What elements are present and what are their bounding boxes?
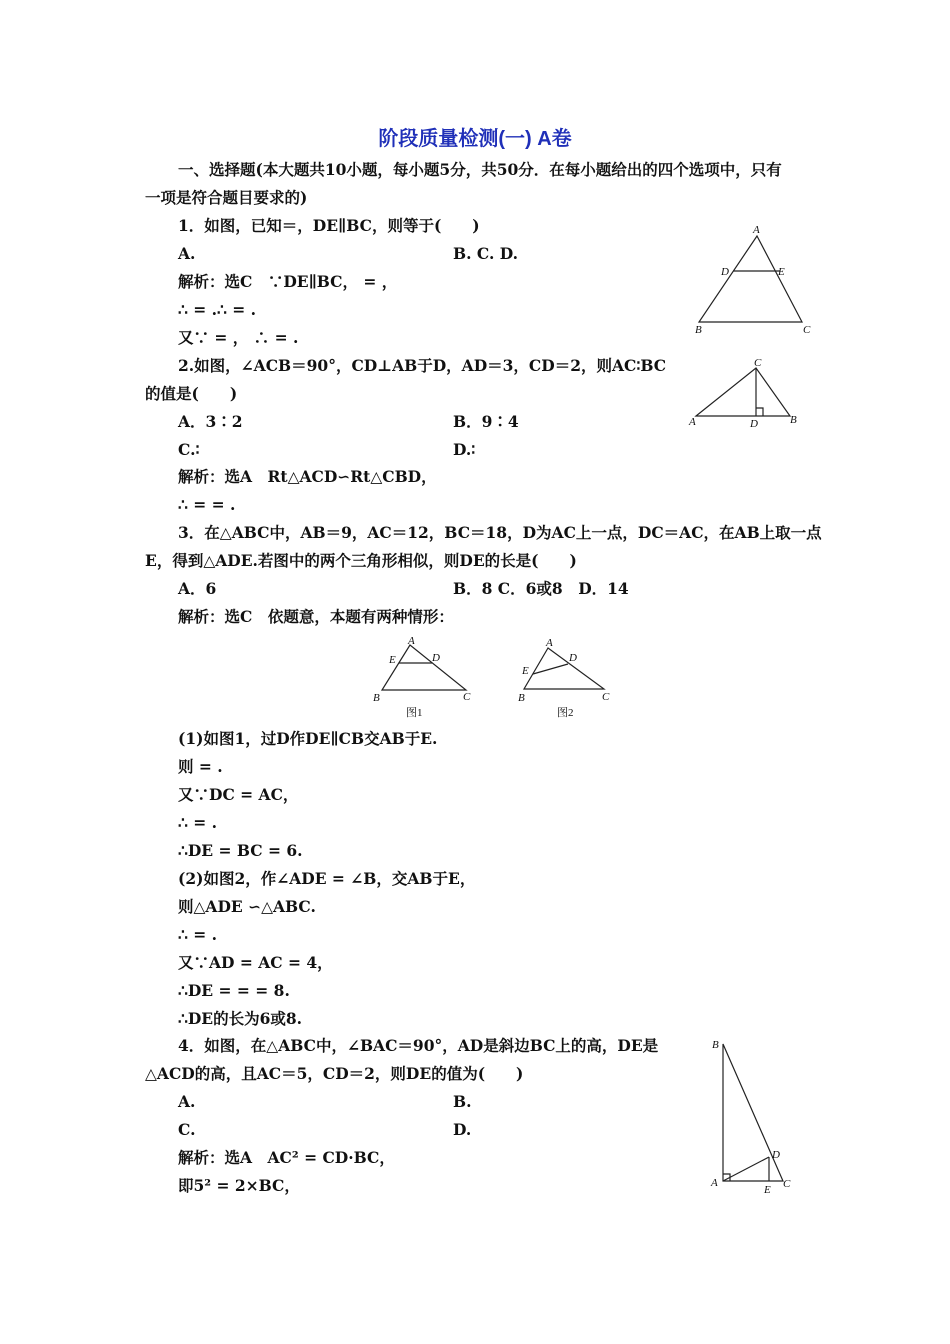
label-c: C (602, 691, 610, 703)
label-e: E (389, 654, 396, 666)
q1-solution-3: 又∵ = ， ∴ = . (178, 328, 299, 347)
q3-step: 则△ADE ∽△ABC. (178, 897, 316, 916)
label-d: D (569, 652, 577, 664)
label-d: D (750, 418, 758, 430)
q3-figure-2 (512, 634, 622, 722)
q1-option-a: A. (178, 244, 196, 263)
label-a: A (711, 1177, 718, 1189)
label-c: C (783, 1178, 791, 1190)
q4-stem: 4．如图，在△ABC中，∠BAC＝90°，AD是斜边BC上的高，DE是 (178, 1036, 659, 1055)
q4-solution-2: 即5² = 2×BC， (178, 1176, 300, 1195)
label-e: E (522, 665, 529, 677)
label-a: A (546, 637, 553, 649)
q1-solution-2: ∴ = .∴ = . (178, 300, 257, 319)
triangle-abc (524, 648, 604, 689)
label-e: E (764, 1184, 771, 1196)
q3-stem-cont: E，得到△ADE.若图中的两个三角形相似，则DE的长是( ) (145, 551, 577, 570)
figure-1-caption: 图1 (406, 707, 423, 719)
q4-option-b: B. (453, 1092, 472, 1111)
q3-solution-1: 解析：选C 依题意，本题有两种情形： (178, 607, 454, 626)
q4-solution-1: 解析：选A AC² = CD·BC， (178, 1148, 395, 1167)
label-a: A (753, 224, 760, 236)
label-e: E (778, 266, 785, 278)
q3-step: 则 = . (178, 757, 223, 776)
label-a: A (689, 416, 696, 428)
q3-step: ∴ = . (178, 813, 218, 832)
q2-option-a: A．3∶2 (178, 412, 243, 431)
q3-step: ∴DE = BC = 6. (178, 841, 303, 860)
figure-2-caption: 图2 (557, 707, 574, 719)
q3-option-bcd: B．8 C．6或8 D．14 (453, 579, 629, 598)
q2-stem-cont: 的值是( ) (145, 384, 238, 403)
q2-option-d: D.∶ (453, 440, 476, 459)
q3-case2: (2)如图2，作∠ADE = ∠B，交AB于E， (178, 869, 476, 888)
q3-option-a: A．6 (178, 579, 217, 598)
label-b: B (373, 692, 380, 704)
q3-conclusion: ∴DE的长为6或8. (178, 1009, 303, 1028)
right-angle-mark (756, 408, 763, 416)
triangle-acb (696, 368, 790, 416)
label-a: A (408, 635, 415, 647)
q3-step: ∴DE = = = 8. (178, 981, 290, 1000)
label-b: B (712, 1039, 719, 1051)
q4-option-c: C. (178, 1120, 196, 1139)
label-b: B (695, 324, 702, 336)
triangle-abc (699, 236, 802, 322)
q2-solution-1: 解析：选A Rt△ACD∽Rt△CBD， (178, 467, 437, 486)
q2-solution-2: ∴ = = . (178, 495, 236, 514)
label-c: C (803, 324, 811, 336)
q3-step: 又∵DC = AC， (178, 785, 299, 804)
q4-option-d: D. (453, 1120, 472, 1139)
label-c: C (463, 691, 471, 703)
q2-figure (684, 354, 804, 434)
q3-step: ∴ = . (178, 925, 218, 944)
q3-figure-1 (368, 634, 478, 722)
q2-option-b: B．9∶4 (453, 412, 519, 431)
q3-stem: 3．在△ABC中，AB＝9，AC＝12，BC＝18，D为AC上一点，DC＝AC，在AB上取一点 (178, 523, 822, 542)
label-b: B (518, 692, 525, 704)
label-d: D (772, 1149, 780, 1161)
page-title: 阶段质量检测(一) A卷 (378, 128, 572, 150)
label-d: D (721, 266, 729, 278)
triangle-abc (382, 645, 466, 690)
q1-stem: 1．如图，已知＝，DE∥BC，则等于( ) (178, 216, 480, 235)
q4-option-a: A. (178, 1092, 196, 1111)
q4-figure (706, 1034, 800, 1198)
section-heading-cont: 一项是符合题目要求的) (145, 188, 308, 207)
label-c: C (754, 357, 762, 369)
section-heading: 一、选择题(本大题共10小题，每小题5分，共50分．在每小题给出的四个选项中，只有 (178, 160, 782, 179)
q2-stem: 2.如图，∠ACB＝90°，CD⊥AB于D，AD＝3，CD＝2，则AC∶BC (178, 356, 667, 375)
q3-case1: (1)如图1，过D作DE∥CB交AB于E. (178, 729, 438, 748)
q1-solution-1: 解析：选C ∵DE∥BC， = ， (178, 272, 398, 291)
label-b: B (790, 414, 797, 426)
q2-option-c: C.∶ (178, 440, 200, 459)
q1-figure (688, 220, 818, 340)
q3-step: 又∵AD = AC = 4， (178, 953, 333, 972)
q4-stem-cont: △ACD的高，且AC＝5，CD＝2，则DE的值为( ) (145, 1064, 524, 1083)
label-d: D (432, 652, 440, 664)
q1-option-bcd: B. C. D. (453, 244, 519, 263)
